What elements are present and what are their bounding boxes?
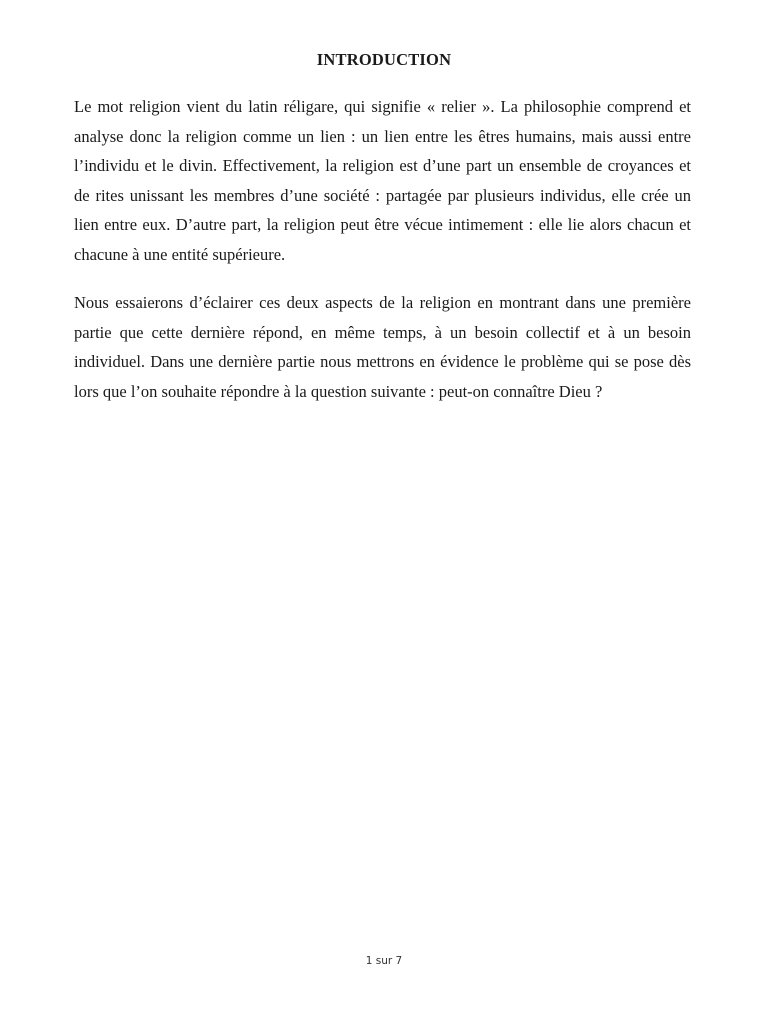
page-title: INTRODUCTION bbox=[316, 50, 452, 69]
paragraph-2: Nous essaierons d’éclairer ces deux aspects de la religion en montrant dans une première partie que cette dernière répond, en même temps, à un besoin collectif et à un besoin individuel. Dans une dernière partie nous mettrons en évidence le problème qui se pose dès lors que l’on souhaite répondre à la question suivante : peut-on connaître Dieu ? bbox=[74, 293, 691, 401]
paragraph-1: Le mot religion vient du latin réligare, qui signifie « relier ». La philosophie comprend et analyse donc la religion comme un lien : un lien entre les êtres humains, mais aussi entre l’individu et le divin. Effectivement, la religion est d’une part un ensemble de croyances et de rites unissant les membres d’une société : partagée par plusieurs individus, elle crée un lien entre eux. D’autre part, la religion peut être vécue intimement : elle lie alors chacun et chacune à une entité supérieure. bbox=[74, 97, 691, 264]
page-number: 1 sur 7 bbox=[365, 955, 403, 967]
